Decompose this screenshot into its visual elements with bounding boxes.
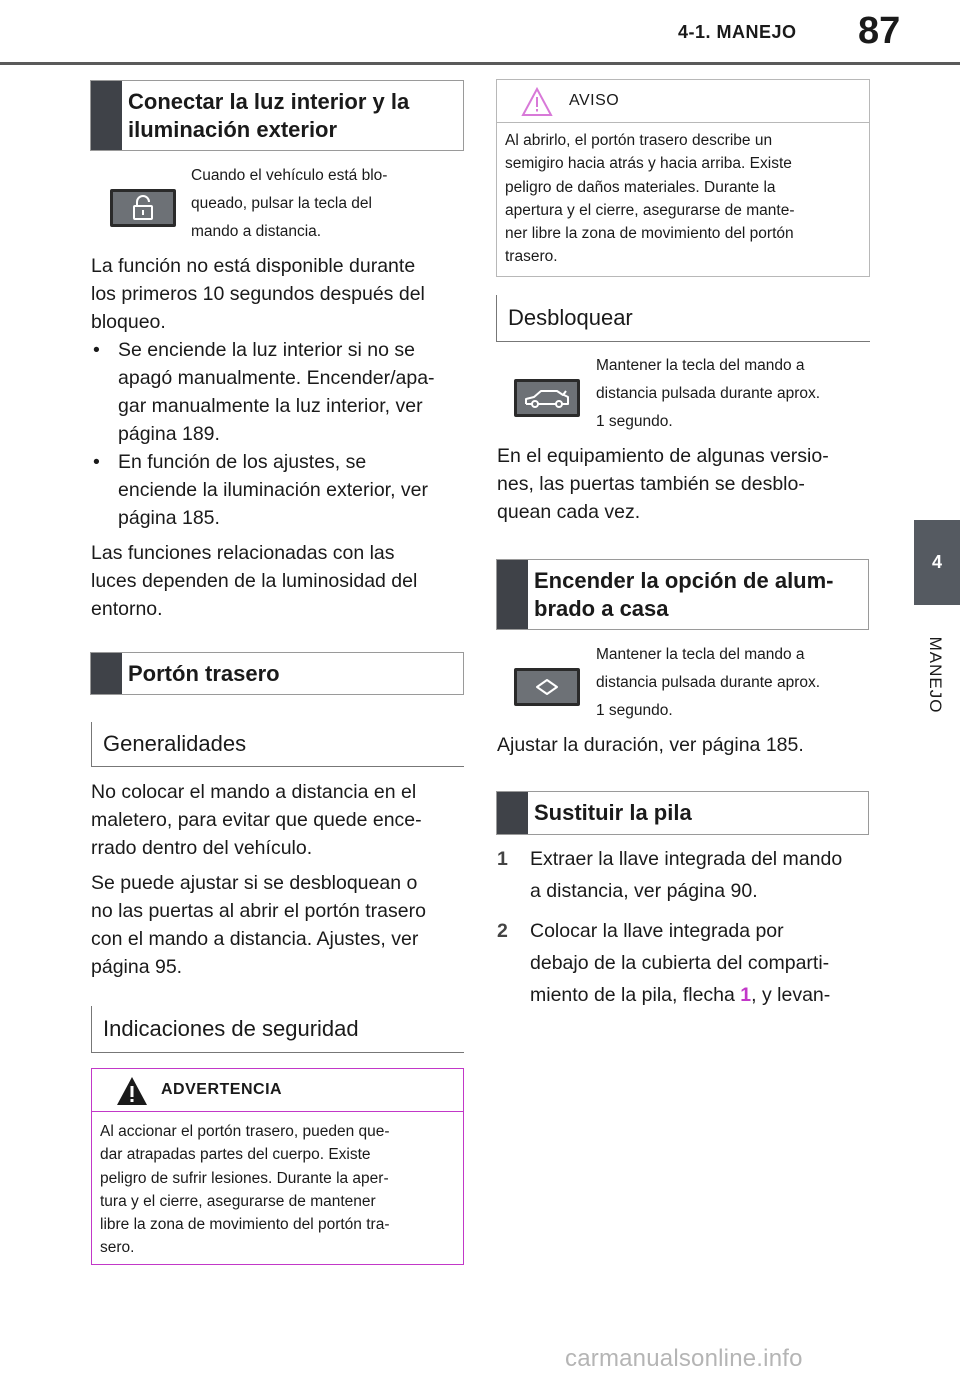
battery-steps — [497, 843, 877, 1011]
section-title: 4-1. MANEJO — [678, 22, 797, 42]
heading-home-box — [496, 559, 869, 630]
bullet-interior-light: • Se enciende la luz interior si no se apagó manualmente. Encender/apa- gar manualmente la luz interior, ver página 189. — [91, 336, 471, 448]
unlock-paragraph: En el equipamiento de algunas versio- nes, las puertas también se desblo- quean cada vez. — [497, 445, 829, 523]
notice-box — [496, 79, 870, 277]
warning-title: ADVERTENCIA — [161, 1081, 283, 1098]
heading-battery: Sustituir la pila — [534, 799, 692, 825]
notice-title: AVISO — [569, 92, 620, 109]
home-instructions: Mantener la tecla del mando a distancia pulsada durante aprox. 1 segundo. — [596, 646, 821, 719]
heading-lights-box — [90, 80, 464, 151]
bullet-exterior-light: • En función de los ajustes, se enciende la iluminación exterior, ver página 185. — [91, 448, 471, 532]
warning-box — [91, 1068, 464, 1265]
step-1: 1 Extraer la llave integrada del mando a distancia, ver página 90. — [497, 848, 843, 902]
chapter-tab: 4 — [914, 520, 960, 605]
heading-home: Encender la opción de alum-brado a casa — [534, 567, 834, 621]
lock-key-icon — [110, 189, 176, 227]
heading-porton-box — [90, 652, 464, 695]
arrow-reference: 1 — [740, 984, 752, 1006]
heading-battery-box — [496, 791, 869, 835]
lights-paragraph: La función no está disponible durante los primeros 10 segundos después del bloqueo. • Se enciende la luz interior si no se apagó manualmente. Encender/apa- gar manualmente la luz interior, ver página 189. • En función de los ajustes, se enciende la iluminación exterior, ver página 185. Las funciones relacionadas con las luces dependen de la luminosidad del entorno. — [91, 252, 471, 623]
heading-unlock: Desbloquear — [496, 295, 870, 342]
home-paragraph: Ajustar la duración, ver página 185. — [497, 734, 804, 756]
warning-triangle-icon — [115, 1075, 149, 1107]
step-2: 2 Colocar la llave integrada por debajo de la cubierta del comparti- miento de la pila, flecha 1, y levan- — [497, 920, 831, 1006]
notice-text: Al abrirlo, el portón trasero describe un semigiro hacia atrás y hacia arriba. Existe peligro de daños materiales. Durante la apertura y el cierre, asegurarse de mante- ner libre la zona de movimiento del portón trasero. — [505, 132, 795, 266]
heading-lights: Conectar la luz interior y la iluminación exterior — [128, 88, 410, 142]
header-rule — [0, 62, 960, 65]
lock-instructions: Cuando el vehículo está blo- queado, pulsar la tecla del mando a distancia. — [191, 167, 388, 240]
heading-porton: Portón trasero — [128, 660, 280, 686]
porton-paragraphs: No colocar el mando a distancia en el maletero, para evitar que quede ence- rrado dentro del vehículo. Se puede ajustar si se desbloquean o no las puertas al abrir el portón trasero con el mando a distancia. Ajustes, ver página 95. — [91, 781, 426, 978]
page-number: 87 — [858, 10, 901, 52]
page-header — [0, 0, 960, 60]
chapter-label: MANEJO — [926, 636, 945, 714]
heading-general: Generalidades — [91, 722, 464, 767]
warning-triangle-icon — [520, 86, 554, 118]
unlock-instructions: Mantener la tecla del mando a distancia pulsada durante aprox. 1 segundo. — [596, 357, 821, 430]
heading-safety: Indicaciones de seguridad — [91, 1006, 464, 1053]
watermark: carmanualsonline.info — [565, 1345, 803, 1372]
heading-bar — [91, 81, 122, 150]
warning-text: Al accionar el portón trasero, pueden que- dar atrapadas partes del cuerpo. Existe peligro de sufrir lesiones. Durante la aper- tura y el cierre, asegurarse de mantener libre la zona de movimiento del portón tra- sero. — [100, 1123, 390, 1257]
car-trunk-key-icon — [514, 379, 580, 417]
follow-me-home-key-icon — [514, 668, 580, 706]
